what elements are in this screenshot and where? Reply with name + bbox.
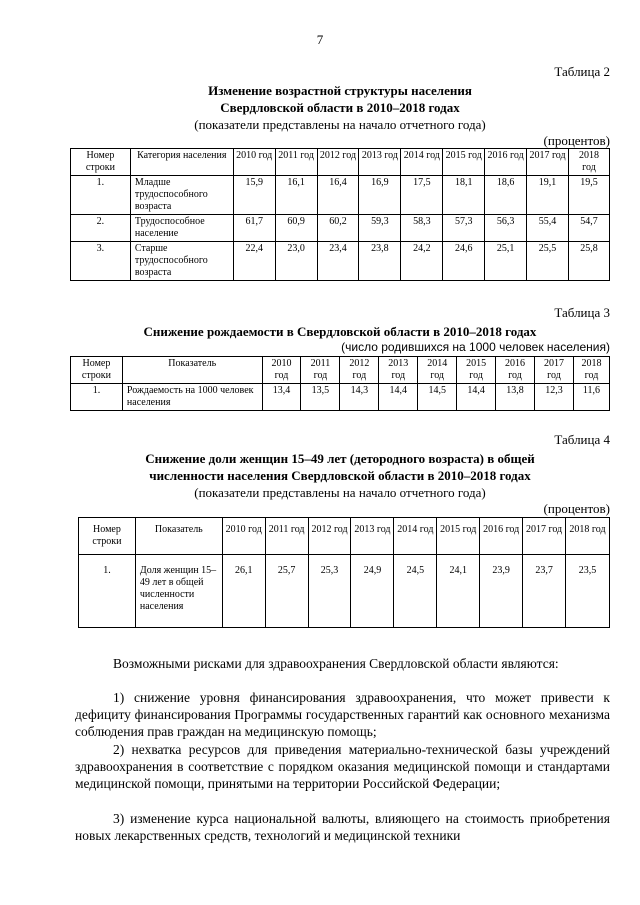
table3-header-cell: 2013 год <box>379 357 418 384</box>
table3-label: Таблица 3 <box>554 305 610 320</box>
table3-header-cell: 2016 год <box>496 357 535 384</box>
table2-header-cell: Номер строки <box>71 149 131 176</box>
row-number: 2. <box>71 215 131 242</box>
table3-header-row <box>71 357 610 384</box>
table4 <box>78 517 610 628</box>
body-paragraph-risk-1: 1) снижение уровня финансирования здравоохранения, что может привести к дефициту финансирования Программы государственных гарантий как основного механизма соблюдения прав граждан на медицинскую помощь; <box>75 690 610 739</box>
table3-header-cell: 2010 год <box>262 357 301 384</box>
value-cell: 54,7 <box>568 215 609 242</box>
row-label: Старше трудоспособного возраста <box>130 242 233 281</box>
value-cell: 23,5 <box>566 555 610 628</box>
table4-header-row <box>79 518 610 555</box>
value-cell: 22,4 <box>233 242 275 281</box>
body-paragraph-risk-2: 2) нехватка ресурсов для приведения материально-технической базы учреждений здравоохранения в соответствие с порядком оказания медицинской помощи и стандартами медицинской помощи, принятыми на территории Российской Федерации; <box>75 742 610 791</box>
table4-header-cell: 2017 год <box>523 518 566 555</box>
table3-unit: (число родившихся на 1000 человек населения) <box>341 340 610 354</box>
table4-unit: (процентов) <box>543 501 610 516</box>
table2-label: Таблица 2 <box>554 64 610 79</box>
table4-header-cell: 2015 год <box>437 518 480 555</box>
table4-header-cell: 2010 год <box>222 518 265 555</box>
value-cell: 24,6 <box>443 242 485 281</box>
value-cell: 16,4 <box>317 176 359 215</box>
row-label: Младше трудоспособного возраста <box>130 176 233 215</box>
table4-header-cell: 2014 год <box>394 518 437 555</box>
table2-header-cell: 2017 год <box>527 149 569 176</box>
table4-header-cell: 2018 год <box>566 518 610 555</box>
value-cell: 13,8 <box>496 384 535 411</box>
value-cell: 23,0 <box>275 242 317 281</box>
value-cell: 61,7 <box>233 215 275 242</box>
row-number: 1. <box>71 384 123 411</box>
table2-header-cell: 2015 год <box>443 149 485 176</box>
table4-header-cell: 2013 год <box>351 518 394 555</box>
value-cell: 18,1 <box>443 176 485 215</box>
table2-header-cell: 2013 год <box>359 149 401 176</box>
value-cell: 58,3 <box>401 215 443 242</box>
table3-header-cell: 2011 год <box>301 357 340 384</box>
table2-title-line2: Свердловской области в 2010–2018 годах <box>220 100 460 115</box>
value-cell: 24,1 <box>437 555 480 628</box>
table4-header-cell: Номер строки <box>79 518 136 555</box>
value-cell: 11,6 <box>573 384 609 411</box>
table2-subtitle: (показатели представлены на начало отчетного года) <box>194 117 486 132</box>
value-cell: 25,3 <box>308 555 351 628</box>
table3-header-cell: 2012 год <box>340 357 379 384</box>
value-cell: 25,1 <box>485 242 527 281</box>
row-number: 1. <box>71 176 131 215</box>
value-cell: 59,3 <box>359 215 401 242</box>
value-cell: 23,4 <box>317 242 359 281</box>
value-cell: 26,1 <box>222 555 265 628</box>
table2-header-cell: 2014 год <box>401 149 443 176</box>
value-cell: 24,5 <box>394 555 437 628</box>
value-cell: 23,8 <box>359 242 401 281</box>
table4-header-cell: Показатель <box>135 518 222 555</box>
value-cell: 23,9 <box>480 555 523 628</box>
value-cell: 12,3 <box>535 384 574 411</box>
table-row <box>71 242 610 281</box>
body-paragraph-risk-3: 3) изменение курса национальной валюты, влияющего на стоимость приобретения новых лекарственных средств, технологий и медицинской техники <box>75 811 610 843</box>
table4-header-cell: 2011 год <box>265 518 308 555</box>
value-cell: 56,3 <box>485 215 527 242</box>
page-number: 7 <box>316 32 324 47</box>
value-cell: 13,5 <box>301 384 340 411</box>
row-label: Доля женщин 15–49 лет в общей численности населения <box>135 555 222 628</box>
table2-header-row <box>71 149 610 176</box>
table-row <box>71 215 610 242</box>
table-row <box>79 555 610 628</box>
table2-header-cell: 2018 год <box>568 149 609 176</box>
table4-title-line1: Снижение доли женщин 15–49 лет (детородного возраста) в общей <box>145 451 535 466</box>
value-cell: 25,5 <box>527 242 569 281</box>
table4-label: Таблица 4 <box>554 432 610 447</box>
table2-header-cell: 2012 год <box>317 149 359 176</box>
table3-header-cell: 2014 год <box>418 357 457 384</box>
value-cell: 24,2 <box>401 242 443 281</box>
value-cell: 19,5 <box>568 176 609 215</box>
row-number: 3. <box>71 242 131 281</box>
table3-header-cell: Показатель <box>122 357 262 384</box>
value-cell: 14,4 <box>379 384 418 411</box>
table2-header-cell: 2010 год <box>233 149 275 176</box>
table4-header-cell: 2016 год <box>480 518 523 555</box>
value-cell: 14,3 <box>340 384 379 411</box>
table2-header-cell: 2016 год <box>485 149 527 176</box>
row-number: 1. <box>79 555 136 628</box>
value-cell: 18,6 <box>485 176 527 215</box>
value-cell: 57,3 <box>443 215 485 242</box>
value-cell: 60,9 <box>275 215 317 242</box>
value-cell: 16,9 <box>359 176 401 215</box>
value-cell: 24,9 <box>351 555 394 628</box>
value-cell: 16,1 <box>275 176 317 215</box>
table3-header-cell: 2018 год <box>573 357 609 384</box>
table2-header-cell: Категория населения <box>130 149 233 176</box>
value-cell: 14,5 <box>418 384 457 411</box>
table3-header-cell: Номер строки <box>71 357 123 384</box>
row-label: Трудоспособное население <box>130 215 233 242</box>
value-cell: 23,7 <box>523 555 566 628</box>
table3-title: Снижение рождаемости в Свердловской области в 2010–2018 годах <box>143 324 537 339</box>
value-cell: 17,5 <box>401 176 443 215</box>
table3-header-cell: 2015 год <box>457 357 496 384</box>
table4-title-line2: численности населения Свердловской области в 2010–2018 годах <box>149 468 531 483</box>
value-cell: 15,9 <box>233 176 275 215</box>
body-paragraph-intro: Возможными рисками для здравоохранения Свердловской области являются: <box>113 656 559 671</box>
table3 <box>70 356 610 411</box>
value-cell: 25,7 <box>265 555 308 628</box>
value-cell: 55,4 <box>527 215 569 242</box>
table-row <box>71 176 610 215</box>
value-cell: 25,8 <box>568 242 609 281</box>
value-cell: 14,4 <box>457 384 496 411</box>
value-cell: 13,4 <box>262 384 301 411</box>
table2-unit: (процентов) <box>543 133 610 148</box>
table4-header-cell: 2012 год <box>308 518 351 555</box>
value-cell: 19,1 <box>527 176 569 215</box>
value-cell: 60,2 <box>317 215 359 242</box>
table3-header-cell: 2017 год <box>535 357 574 384</box>
table-row <box>71 384 610 411</box>
row-label: Рождаемость на 1000 человек населения <box>122 384 262 411</box>
table2-header-cell: 2011 год <box>275 149 317 176</box>
table2 <box>70 148 610 281</box>
table2-title-line1: Изменение возрастной структуры населения <box>208 83 472 98</box>
table4-subtitle: (показатели представлены на начало отчетного года) <box>194 485 486 500</box>
